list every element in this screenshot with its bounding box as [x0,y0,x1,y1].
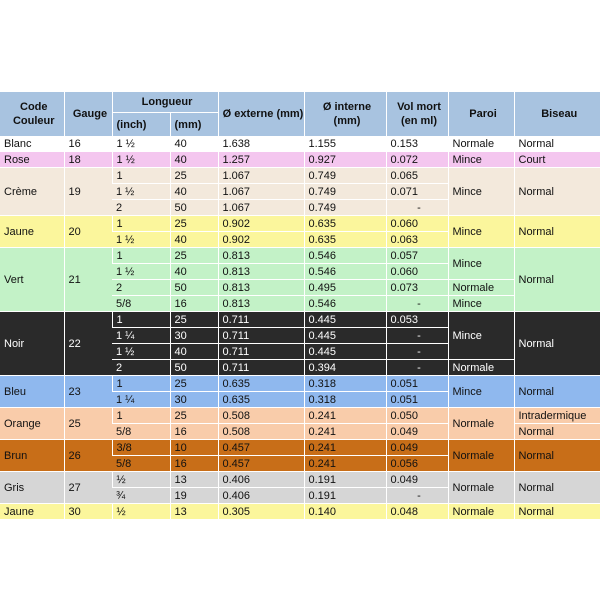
biseau: Normal [514,248,600,312]
int: 0.749 [304,200,386,216]
paroi: Normale [448,280,514,296]
mm: 40 [170,184,218,200]
inch: 1 ¼ [112,392,170,408]
vol: 0.153 [386,136,448,152]
header-biseau: Biseau [514,92,600,136]
ext: 1.067 [218,184,304,200]
vol: 0.053 [386,312,448,328]
ext: 0.813 [218,248,304,264]
header-inch: (inch) [112,113,170,137]
int: 0.445 [304,312,386,328]
gauge: 26 [64,440,112,472]
inch: 1 ½ [112,264,170,280]
vol: 0.051 [386,392,448,408]
color-name: Vert [0,248,64,312]
ext: 0.711 [218,344,304,360]
biseau: Normal [514,136,600,152]
ext: 0.406 [218,472,304,488]
inch: 1 [112,312,170,328]
biseau: Court [514,152,600,168]
ext: 0.711 [218,328,304,344]
biseau: Normal [514,168,600,216]
gauge: 22 [64,312,112,376]
biseau: Normal [514,312,600,376]
int: 0.241 [304,408,386,424]
mm: 13 [170,472,218,488]
mm: 10 [170,440,218,456]
biseau: Normal [514,472,600,504]
inch: 5/8 [112,424,170,440]
table-row [0,408,600,424]
inch: ¾ [112,488,170,504]
needle-gauge-table [0,92,600,520]
color-name: Bleu [0,376,64,408]
gauge: 21 [64,248,112,312]
gauge: 18 [64,152,112,168]
vol: 0.051 [386,376,448,392]
color-name: Gris [0,472,64,504]
color-name: Jaune [0,504,64,520]
inch: 5/8 [112,296,170,312]
mm: 40 [170,264,218,280]
mm: 25 [170,248,218,264]
mm: 30 [170,392,218,408]
table-row [0,472,600,488]
vol: - [386,200,448,216]
vol: 0.060 [386,264,448,280]
int: 0.394 [304,360,386,376]
ext: 0.305 [218,504,304,520]
inch: 1 [112,248,170,264]
biseau: Intradermique [514,408,600,424]
table-row [0,248,600,264]
int: 0.749 [304,168,386,184]
mm: 25 [170,408,218,424]
int: 0.927 [304,152,386,168]
ext: 0.902 [218,232,304,248]
paroi: Mince [448,248,514,280]
inch: 5/8 [112,456,170,472]
vol: 0.073 [386,280,448,296]
paroi: Normale [448,136,514,152]
vol: 0.049 [386,440,448,456]
inch: 1 ½ [112,232,170,248]
color-name: Blanc [0,136,64,152]
gauge: 19 [64,168,112,216]
ext: 0.508 [218,408,304,424]
vol: 0.071 [386,184,448,200]
biseau: Normal [514,504,600,520]
paroi: Mince [448,168,514,216]
biseau: Normal [514,216,600,248]
int: 0.495 [304,280,386,296]
header-row-top [0,92,600,113]
ext: 0.711 [218,360,304,376]
int: 0.635 [304,232,386,248]
vol: 0.050 [386,408,448,424]
inch: 1 ½ [112,136,170,152]
inch: 1 ½ [112,344,170,360]
paroi: Mince [448,152,514,168]
header-longueur: Longueur [112,92,218,113]
paroi: Mince [448,312,514,360]
ext: 0.813 [218,296,304,312]
vol: 0.065 [386,168,448,184]
inch: 1 ½ [112,152,170,168]
int: 0.546 [304,248,386,264]
mm: 25 [170,312,218,328]
header-ext: Ø externe (mm) [218,92,304,136]
ext: 1.067 [218,200,304,216]
int: 0.191 [304,488,386,504]
header-paroi: Paroi [448,92,514,136]
paroi: Normale [448,440,514,472]
inch: 1 [112,376,170,392]
mm: 40 [170,136,218,152]
ext: 0.902 [218,216,304,232]
color-name: Noir [0,312,64,376]
table-row [0,168,600,184]
header-code-couleur: Code Couleur [0,92,64,136]
mm: 16 [170,456,218,472]
mm: 40 [170,232,218,248]
inch: 2 [112,200,170,216]
paroi: Mince [448,296,514,312]
color-name: Jaune [0,216,64,248]
paroi: Normale [448,472,514,504]
table-row [0,440,600,456]
int: 0.546 [304,296,386,312]
int: 0.241 [304,424,386,440]
gauge: 30 [64,504,112,520]
gauge: 16 [64,136,112,152]
paroi: Mince [448,216,514,248]
vol: 0.049 [386,424,448,440]
table-row [0,152,600,168]
inch: ½ [112,504,170,520]
int: 0.241 [304,456,386,472]
biseau: Normal [514,376,600,408]
vol: - [386,360,448,376]
paroi: Normale [448,408,514,440]
vol: - [386,328,448,344]
color-name: Rose [0,152,64,168]
int: 0.318 [304,392,386,408]
ext: 1.638 [218,136,304,152]
header-vol: Vol mort (en ml) [386,92,448,136]
gauge: 27 [64,472,112,504]
inch: 1 [112,216,170,232]
inch: 1 [112,408,170,424]
int: 0.318 [304,376,386,392]
table-row [0,312,600,328]
ext: 0.813 [218,280,304,296]
mm: 16 [170,296,218,312]
paroi: Normale [448,504,514,520]
header-mm: (mm) [170,113,218,137]
int: 0.445 [304,344,386,360]
mm: 13 [170,504,218,520]
table-row [0,376,600,392]
vol: - [386,488,448,504]
int: 0.140 [304,504,386,520]
paroi: Mince [448,376,514,408]
mm: 50 [170,280,218,296]
mm: 50 [170,200,218,216]
color-name: Brun [0,440,64,472]
inch: ½ [112,472,170,488]
mm: 40 [170,152,218,168]
mm: 16 [170,424,218,440]
inch: 2 [112,280,170,296]
vol: 0.063 [386,232,448,248]
ext: 0.457 [218,456,304,472]
inch: 3/8 [112,440,170,456]
int: 0.749 [304,184,386,200]
table-row [0,504,600,520]
int: 0.241 [304,440,386,456]
int: 0.191 [304,472,386,488]
gauge: 25 [64,408,112,440]
mm: 19 [170,488,218,504]
inch: 2 [112,360,170,376]
int: 0.635 [304,216,386,232]
vol: 0.057 [386,248,448,264]
int: 0.445 [304,328,386,344]
biseau: Normal [514,440,600,472]
vol: - [386,296,448,312]
mm: 40 [170,344,218,360]
vol: - [386,344,448,360]
inch: 1 ¼ [112,328,170,344]
ext: 0.635 [218,392,304,408]
header-int: Ø interne (mm) [304,92,386,136]
int: 0.546 [304,264,386,280]
ext: 1.067 [218,168,304,184]
inch: 1 [112,168,170,184]
mm: 50 [170,360,218,376]
ext: 0.635 [218,376,304,392]
table-row [0,216,600,232]
gauge: 23 [64,376,112,408]
ext: 0.711 [218,312,304,328]
vol: 0.060 [386,216,448,232]
ext: 0.813 [218,264,304,280]
color-name: Orange [0,408,64,440]
mm: 25 [170,168,218,184]
color-name: Crème [0,168,64,216]
inch: 1 ½ [112,184,170,200]
vol: 0.048 [386,504,448,520]
ext: 0.457 [218,440,304,456]
gauge: 20 [64,216,112,248]
paroi: Normale [448,360,514,376]
ext: 0.406 [218,488,304,504]
header-gauge: Gauge [64,92,112,136]
mm: 25 [170,216,218,232]
ext: 1.257 [218,152,304,168]
mm: 25 [170,376,218,392]
biseau: Normal [514,424,600,440]
mm: 30 [170,328,218,344]
table-row [0,136,600,152]
vol: 0.049 [386,472,448,488]
vol: 0.072 [386,152,448,168]
ext: 0.508 [218,424,304,440]
int: 1.155 [304,136,386,152]
vol: 0.056 [386,456,448,472]
